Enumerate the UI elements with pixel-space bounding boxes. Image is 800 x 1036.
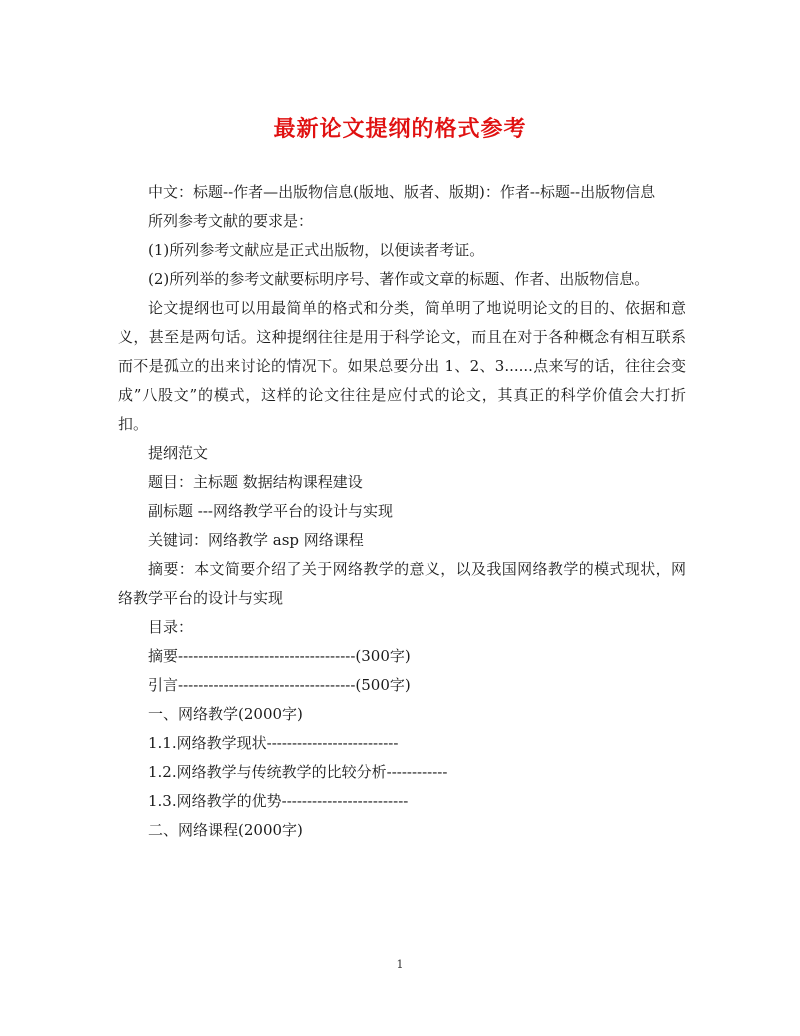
page-number: 1: [396, 958, 404, 971]
toc-line-abstract: 摘要-----------------------------------(300字): [148, 647, 411, 665]
paragraph-citation-format: 中文：标题--作者—出版物信息(版地、版者、版期)：作者--标题--出版物信息: [148, 183, 656, 201]
document-title: 最新论文提纲的格式参考: [273, 116, 527, 142]
toc-line-section-1-3: 1.3.网络教学的优势-------------------------: [148, 792, 409, 810]
document-body: [118, 178, 686, 845]
paragraph-requirement-1: (1)所列参考文献应是正式出版物，以便读者考证。: [148, 241, 485, 259]
paragraph-main-title: 题目：主标题 数据结构课程建设: [148, 473, 363, 491]
toc-line-section-1-1: 1.1.网络教学现状--------------------------: [148, 734, 399, 752]
paragraph-sample-heading: 提纲范文: [148, 444, 209, 462]
toc-line-chapter-1: 一、网络教学(2000字): [148, 705, 303, 723]
paragraph-requirements-heading: 所列参考文献的要求是：: [148, 212, 314, 230]
toc-line-chapter-2: 二、网络课程(2000字): [148, 821, 303, 839]
paragraph-abstract: 摘要：本文简要介绍了关于网络教学的意义，以及我国网络教学的模式现状，网络教学平台的设计与实现: [118, 560, 686, 607]
paragraph-keywords: 关键词：网络教学 asp 网络课程: [148, 531, 364, 549]
paragraph-outline-description: 论文提纲也可以用最简单的格式和分类，简单明了地说明论文的目的、依据和意义，甚至是两句话。这种提纲往往是用于科学论文，而且在对于各种概念有相互联系而不是孤立的出来讨论的情况下。如果总要分出 1、2、3......点来写的话，往往会变成”八股文”的模式，这样的论文往往是应付式的论文，其真正的科学价值会大打折扣。: [118, 299, 686, 433]
paragraph-toc-heading: 目录：: [148, 618, 194, 636]
toc-line-introduction: 引言-----------------------------------(500字): [148, 676, 411, 694]
paragraph-requirement-2: (2)所列举的参考文献要标明序号、著作或文章的标题、作者、出版物信息。: [148, 270, 650, 288]
toc-line-section-1-2: 1.2.网络教学与传统教学的比较分析------------: [148, 763, 448, 781]
paragraph-subtitle: 副标题 ---网络教学平台的设计与实现: [148, 502, 393, 520]
